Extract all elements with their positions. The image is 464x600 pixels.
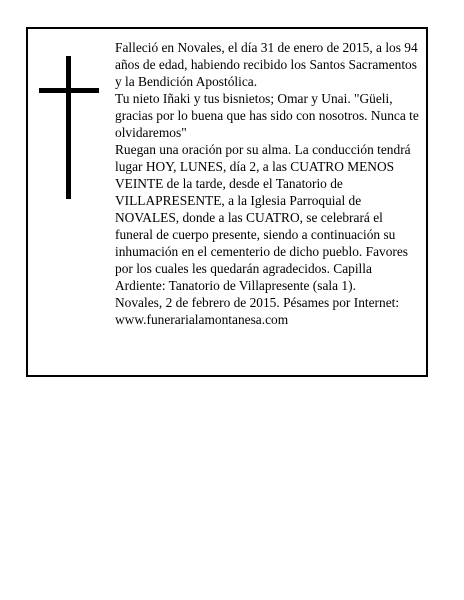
cross-horizontal-bar — [39, 88, 99, 93]
latin-cross-icon — [39, 56, 99, 199]
date-and-condolences: Novales, 2 de febrero de 2015. Pésames por Internet: www.funerarialamontanesa.com — [115, 295, 400, 327]
death-announcement: Falleció en Novales, el día 31 de enero de 2015, a los 94 años de edad, habiendo recibido los Santos Sacramentos y la Bendición Apostólica. — [115, 40, 418, 89]
obituary-notice — [26, 27, 428, 377]
notice-body — [115, 39, 423, 328]
cross-vertical-bar — [66, 56, 71, 199]
family-message: Tu nieto Iñaki y tus bisnietos; Omar y Unai. "Güeli, gracias por lo buena que has sido con nosotros. Nunca te olvidaremos" — [115, 91, 419, 140]
funeral-details: Ruegan una oración por su alma. La conducción tendrá lugar HOY, LUNES, día 2, a las CUATRO MENOS VEINTE de la tarde, desde el Tanatorio de VILLAPRESENTE, a la Iglesia Parroquial de NOVALES, donde a las CUATRO, se celebrará el funeral de cuerpo presente, siendo a continuación su inhumación en el cementerio de dicho pueblo. Favores por los cuales les quedarán agradecidos. Capilla Ardiente: Tanatorio de Villapresente (sala 1). — [115, 142, 411, 293]
